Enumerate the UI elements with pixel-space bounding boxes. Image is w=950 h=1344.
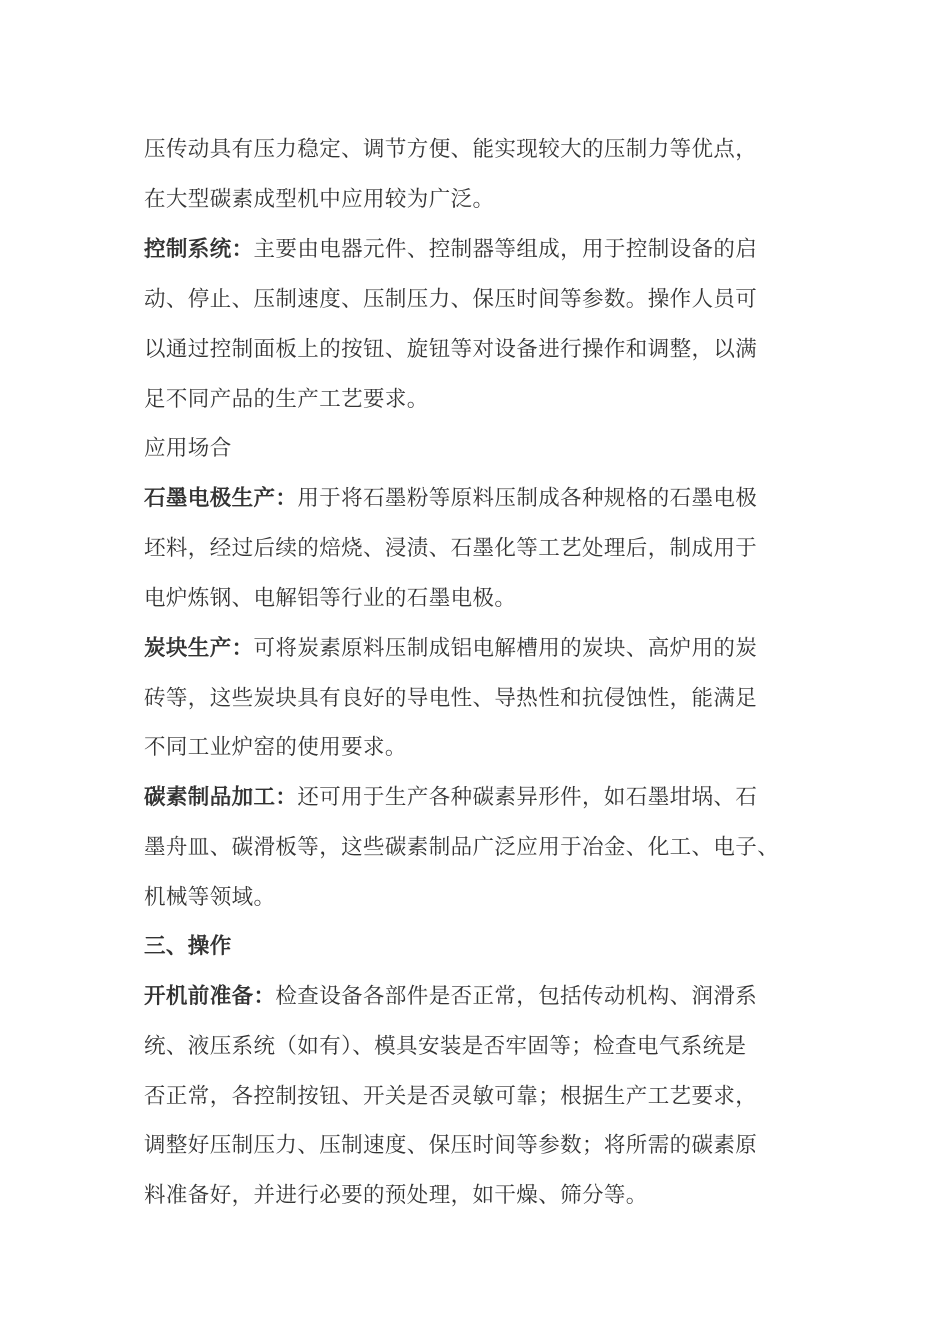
line-text: 足不同产品的生产工艺要求。 (144, 387, 429, 412)
text-line (144, 733, 407, 763)
text-line (144, 285, 757, 315)
line-text: 可将炭素原料压制成铝电解槽用的炭块、高炉用的炭 (253, 636, 758, 661)
line-text: 否正常，各控制按钮、开关是否灵敏可靠；根据生产工艺要求， (144, 1084, 758, 1109)
line-text: 主要由电器元件、控制器等组成，用于控制设备的启 (253, 237, 758, 262)
line-heading: 开机前准备： (144, 984, 276, 1009)
text-line (144, 634, 757, 664)
line-heading: 碳素制品加工： (144, 785, 298, 810)
line-text: 应用场合 (144, 436, 232, 461)
text-line (144, 982, 757, 1012)
text-line (144, 1181, 648, 1211)
line-text: 统、液压系统（如有）、模具安装是否牢固等；检查电气系统是 (144, 1034, 747, 1059)
text-line (144, 684, 757, 714)
line-heading: 三、操作 (144, 934, 232, 959)
line-text: 以通过控制面板上的按钮、旋钮等对设备进行操作和调整，以满 (144, 337, 758, 362)
line-text: 不同工业炉窑的使用要求。 (144, 735, 407, 760)
line-text: 砖等，这些炭块具有良好的导电性、导热性和抗侵蚀性，能满足 (144, 686, 758, 711)
text-line (144, 235, 757, 265)
text-line (144, 385, 429, 415)
line-heading: 石墨电极生产： (144, 486, 298, 511)
line-heading: 控制系统： (144, 237, 254, 262)
text-line (144, 1032, 746, 1062)
line-text: 用于将石墨粉等原料压制成各种规格的石墨电极 (297, 486, 758, 511)
line-text: 机械等领域。 (144, 885, 276, 910)
text-line (144, 335, 757, 365)
text-line (144, 135, 757, 165)
text-line (144, 833, 779, 863)
section-heading (144, 932, 232, 962)
section-subheading (144, 434, 232, 464)
text-line (144, 783, 757, 813)
line-text: 检查设备各部件是否正常，包括传动机构、润滑系 (275, 984, 758, 1009)
line-text: 料准备好，并进行必要的预处理，如干燥、筛分等。 (144, 1183, 648, 1208)
text-line (144, 1082, 757, 1112)
line-text: 还可用于生产各种碳素异形件，如石墨坩埚、石 (297, 785, 758, 810)
line-heading: 炭块生产： (144, 636, 254, 661)
line-text: 调整好压制压力、压制速度、保压时间等参数；将所需的碳素原 (144, 1133, 758, 1158)
line-text: 压传动具有压力稳定、调节方便、能实现较大的压制力等优点， (144, 137, 758, 162)
line-text: 动、停止、压制速度、压制压力、保压时间等参数。操作人员可 (144, 287, 758, 312)
text-line (144, 484, 757, 514)
text-line (144, 534, 757, 564)
line-text: 在大型碳素成型机中应用较为广泛。 (144, 187, 495, 212)
text-line (144, 185, 494, 215)
line-text: 电炉炼钢、电解铝等行业的石墨电极。 (144, 586, 517, 611)
line-text: 坯料，经过后续的焙烧、浸渍、石墨化等工艺处理后，制成用于 (144, 536, 758, 561)
text-line (144, 584, 516, 614)
line-text: 墨舟皿、碳滑板等，这些碳素制品广泛应用于冶金、化工、电子、 (144, 835, 780, 860)
text-line (144, 883, 275, 913)
text-line (144, 1131, 757, 1161)
